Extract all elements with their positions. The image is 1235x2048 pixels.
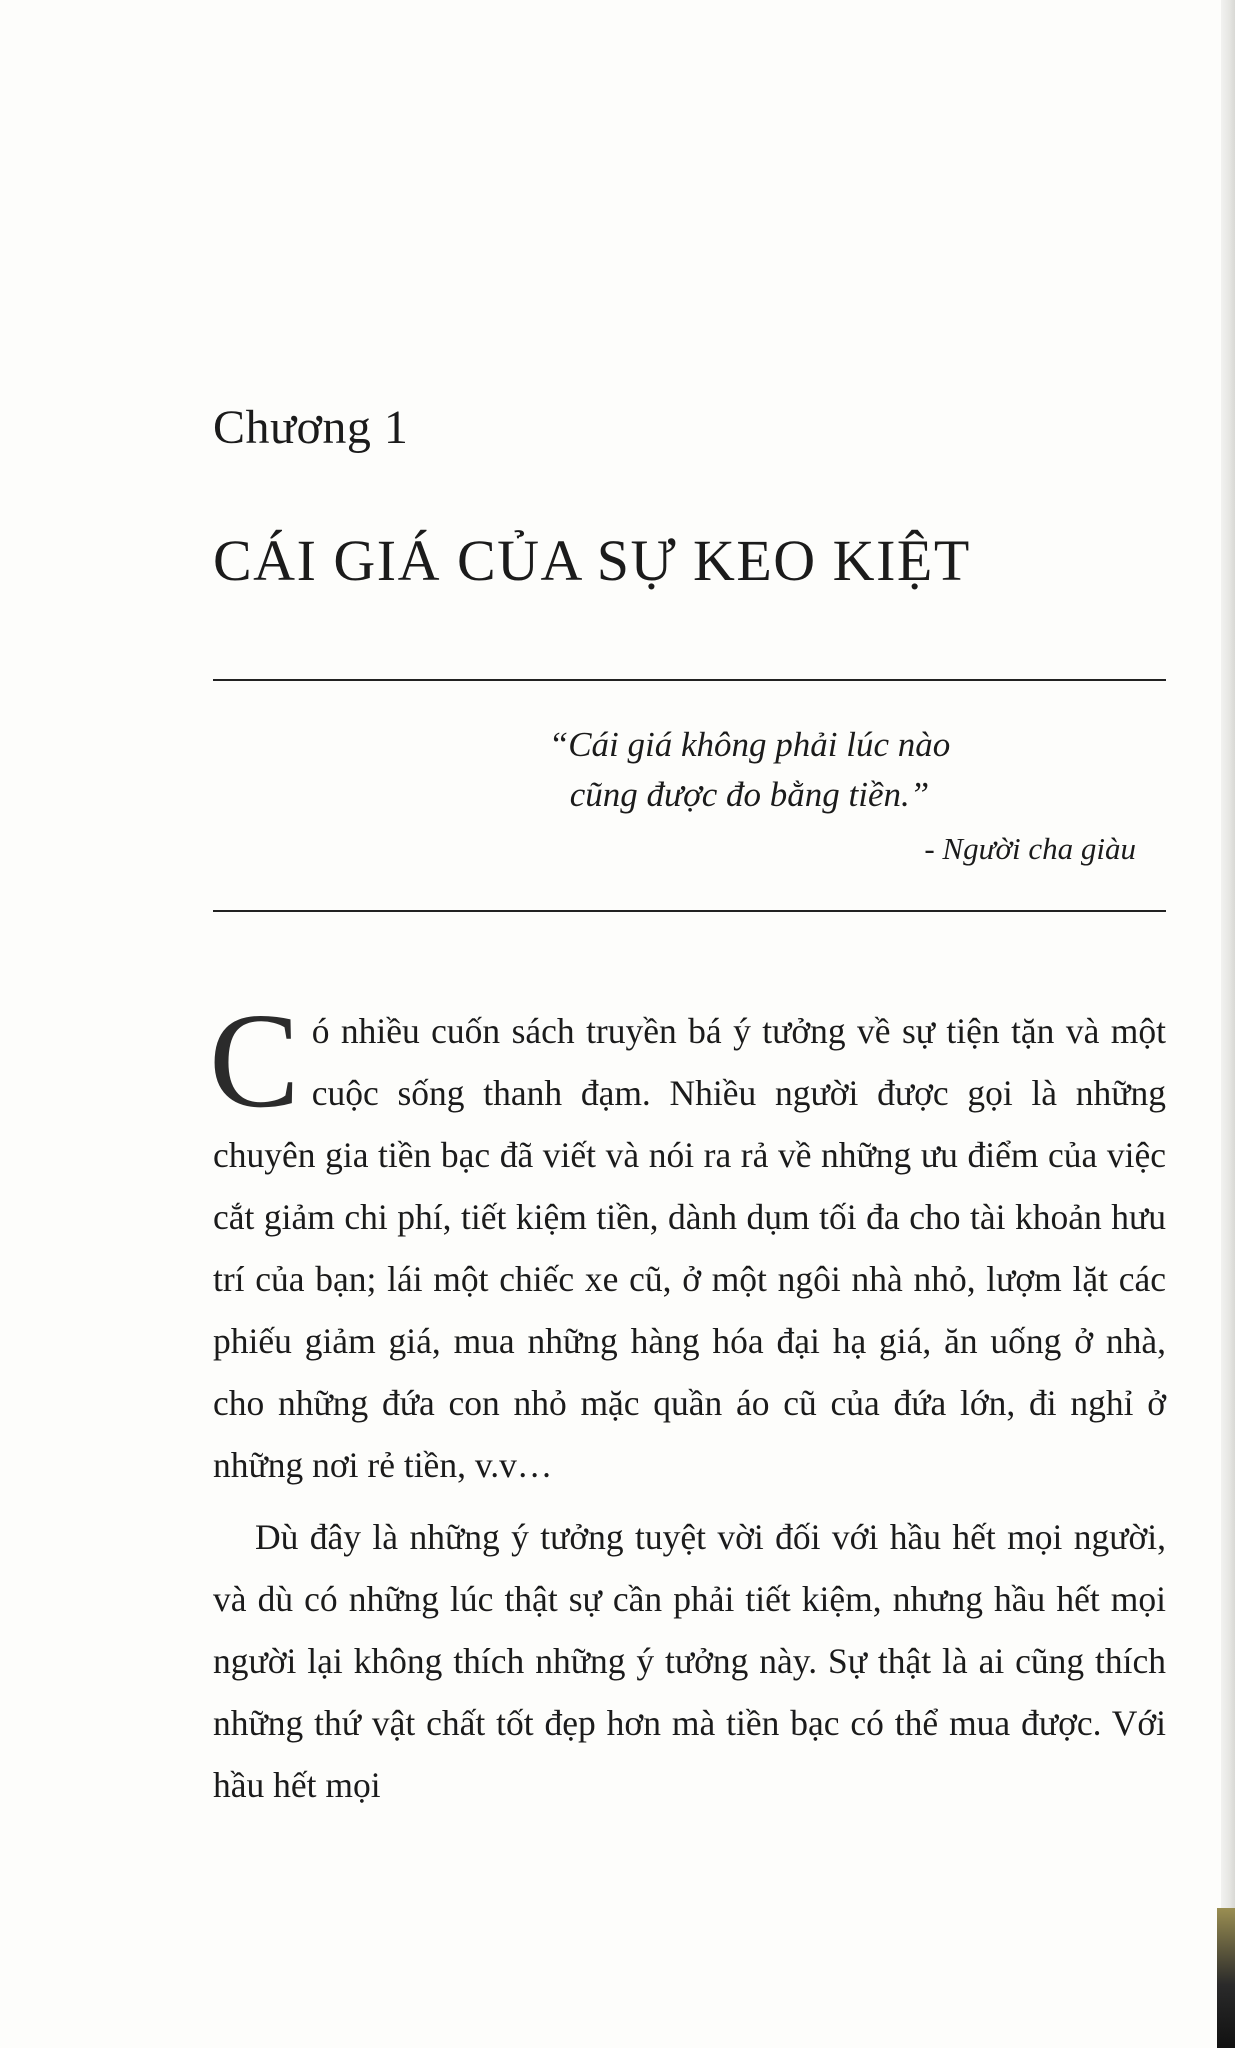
body-text — [209, 986, 1166, 1816]
page-edge — [1221, 0, 1235, 2048]
divider-top — [213, 679, 1166, 681]
drop-cap: C — [209, 986, 300, 1136]
epigraph-line: cũng được đo bằng tiền.” — [569, 775, 930, 814]
chapter-title: CÁI GIÁ CỦA SỰ KEO KIỆT — [213, 528, 971, 593]
page-edge-shadow — [1217, 1908, 1235, 2048]
paragraph: Dù đây là những ý tưởng tuyệt vời đối với hầu hết mọi người, và dù có những lúc thật sự cần phải tiết kiệm, nhưng hầu hết mọi người lại không thích những ý tưởng này. Sự thật là ai cũng thích những thứ vật chất tốt đẹp hơn mà tiền bạc có thể mua được. Với hầu hết mọi — [213, 1517, 1166, 1805]
chapter-label: Chương 1 — [213, 401, 409, 454]
epigraph — [213, 720, 1166, 874]
paragraph — [209, 986, 1166, 1496]
divider-bottom — [213, 910, 1166, 912]
epigraph-line: “Cái giá không phải lúc nào — [548, 725, 951, 764]
paragraph-text: ó nhiều cuốn sách truyền bá ý tưởng về sự tiện tặn và một cuộc sống thanh đạm. Nhiều người được gọi là những chuyên gia tiền bạc đã viết và nói ra rả về những ưu điểm của việc cắt giảm chi phí, tiết kiệm tiền, dành dụm tối đa cho tài khoản hưu trí của bạn; lái một chiếc xe cũ, ở một ngôi nhà nhỏ, lượm lặt các phiếu giảm giá, mua những hàng hóa đại hạ giá, ăn uống ở nhà, cho những đứa con nhỏ mặc quần áo cũ của đứa lớn, đi nghỉ ở những nơi rẻ tiền, v.v… — [213, 1011, 1166, 1485]
epigraph-attribution: - Người cha giàu — [924, 831, 1136, 866]
